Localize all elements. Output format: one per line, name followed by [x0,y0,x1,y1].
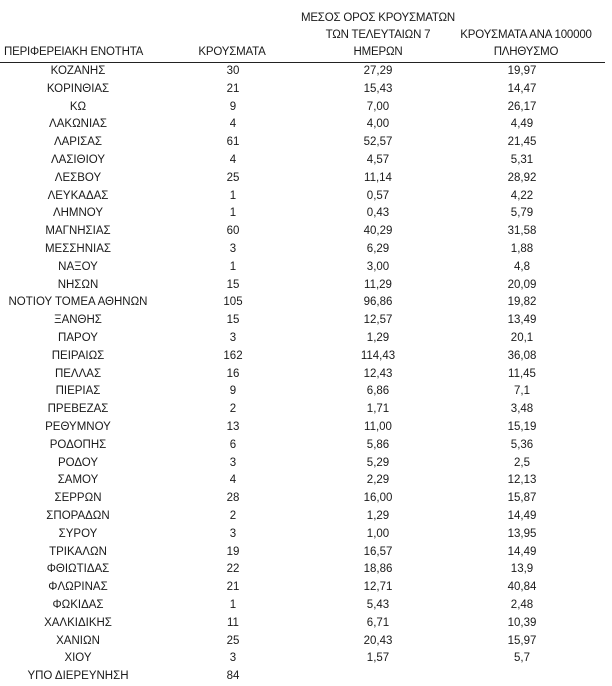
cell-cases-per-100k: 15,87 [507,492,537,505]
cell-cases: 1 [229,207,237,220]
header-per-line2: ΠΛΗΘΥΣΜΟ [493,46,559,58]
cell-cases-per-100k: 28,92 [507,171,537,184]
table-row [0,508,612,526]
cell-7day-average: 114,43 [360,349,396,362]
table-row [0,490,612,508]
cell-cases-per-100k: 2,48 [510,598,534,611]
cell-7day-average: 5,29 [366,456,390,469]
cell-cases: 4 [229,118,237,131]
header-per-line1: ΚΡΟΥΣΜΑΤΑ ΑΝΑ 100000 [460,29,592,41]
cell-region: ΣΑΜΟΥ [57,474,99,487]
cell-cases: 1 [229,260,237,273]
cell-7day-average: 5,86 [366,438,390,451]
cell-region: ΦΩΚΙΔΑΣ [52,598,104,611]
cell-7day-average: 1,29 [366,509,390,522]
cell-7day-average: 12,57 [363,314,393,327]
table-row [0,401,612,419]
header-cases-label: ΚΡΟΥΣΜΑΤΑ [198,46,266,58]
cell-region: ΧΑΝΙΩΝ [56,634,100,647]
cell-cases-per-100k [446,668,588,686]
cell-cases-per-100k: 15,97 [507,634,537,647]
cell-cases-per-100k: 13,9 [510,563,534,576]
cell-region: ΠΕΙΡΑΙΩΣ [51,349,105,362]
header-cases-per-100k [440,27,612,61]
table-row [0,348,612,366]
header-avg-line1: ΜΕΣΟΣ ΟΡΟΣ ΚΡΟΥΣΜΑΤΩΝ [300,12,456,24]
cell-7day-average: 4,57 [366,153,390,166]
cell-cases-per-100k: 14,49 [507,545,537,558]
cell-region: ΝΑΞΟΥ [58,260,98,273]
cell-region: ΡΟΔΟΥ [57,456,99,469]
cell-7day-average: 0,57 [366,189,390,202]
table-row [0,205,612,223]
cell-cases-per-100k: 3,48 [510,403,534,416]
cell-region: ΛΑΡΙΣΑΣ [53,136,103,149]
cell-cases-per-100k: 19,82 [507,296,537,309]
header-avg-line3: ΗΜΕΡΩΝ [353,46,403,58]
cell-cases-per-100k: 36,08 [507,349,537,362]
cell-cases-per-100k: 7,1 [514,385,530,398]
cell-7day-average: 4,00 [366,118,390,131]
table-row [0,366,612,384]
table-row [0,579,612,597]
cell-region: ΜΕΣΣΗΝΙΑΣ [44,242,112,255]
cell-region: ΦΛΩΡΙΝΑΣ [48,581,108,594]
cell-7day-average: 5,43 [366,598,390,611]
cell-cases-per-100k: 14,49 [507,509,537,522]
cell-cases: 2 [229,509,237,522]
cell-7day-average: 1,29 [366,331,390,344]
table-row [0,99,612,117]
cell-7day-average: 6,86 [366,385,390,398]
cell-cases-per-100k: 1,88 [510,242,534,255]
cell-7day-average: 1,57 [366,652,390,665]
table-row [0,633,612,651]
cell-cases: 21 [226,581,240,594]
cell-cases: 19 [226,545,240,558]
cell-region: ΛΗΜΝΟΥ [52,207,104,220]
cell-7day-average: 12,71 [363,581,393,594]
cell-cases: 15 [226,314,240,327]
cell-region: ΣΠΟΡΑΔΩΝ [46,509,110,522]
cell-cases-per-100k: 26,17 [507,100,537,113]
table-row [0,615,612,633]
cell-cases: 6 [229,438,237,451]
cell-cases-per-100k: 5,7 [514,652,530,665]
cell-cases: 13 [226,420,240,433]
cell-cases-per-100k: 4,8 [514,260,530,273]
table-row [0,81,612,99]
cell-cases: 4 [229,474,237,487]
table-body [0,63,612,686]
cell-cases: 60 [226,225,240,238]
cell-cases: 11 [227,616,239,629]
cell-cases: 1 [229,189,237,202]
cell-cases: 3 [229,331,237,344]
cell-region: ΜΑΓΝΗΣΙΑΣ [45,225,111,238]
cell-cases-per-100k: 10,39 [507,616,537,629]
cell-cases-per-100k: 21,45 [507,136,537,149]
cell-cases: 3 [229,527,237,540]
cell-region: ΚΟΡΙΝΘΙΑΣ [46,82,110,95]
cell-7day-average: 1,71 [366,403,390,416]
cell-region: ΞΑΝΘΗΣ [54,314,102,327]
cell-region: ΛΕΥΚΑΔΑΣ [47,189,109,202]
cell-7day-average: 11,29 [364,278,392,291]
cell-region: ΧΙΟΥ [64,652,92,665]
table-row [0,277,612,295]
cell-cases: 25 [226,171,240,184]
table-row [0,312,612,330]
cell-region: ΠΑΡΟΥ [58,331,98,344]
cell-cases: 84 [226,670,240,683]
cell-region: ΦΘΙΩΤΙΔΑΣ [46,563,110,576]
cell-region: ΝΗΣΩΝ [57,278,99,291]
cell-region: ΛΑΚΩΝΙΑΣ [49,118,107,131]
cell-cases-per-100k: 15,19 [507,420,537,433]
table-row [0,455,612,473]
cell-cases: 3 [229,652,237,665]
table-row [0,223,612,241]
cell-cases-per-100k: 5,79 [510,207,534,220]
cell-7day-average: 3,00 [366,260,390,273]
table-row [0,152,612,170]
cell-region: ΠΡΕΒΕΖΑΣ [47,403,109,416]
cell-cases: 28 [226,492,240,505]
cell-region: ΠΙΕΡΙΑΣ [55,385,101,398]
cell-region: ΣΥΡΟΥ [58,527,98,540]
cell-region: ΤΡΙΚΑΛΩΝ [49,545,107,558]
cell-cases: 16 [226,367,240,380]
cell-region: ΠΕΛΛΑΣ [54,367,102,380]
cell-region: ΚΟΖΑΝΗΣ [50,65,106,77]
cell-7day-average: 16,00 [363,492,393,505]
cell-cases-per-100k: 13,49 [507,314,537,327]
cell-cases: 15 [226,278,240,291]
table-row [0,294,612,312]
cell-cases: 22 [226,563,240,576]
table-row [0,116,612,134]
cell-7day-average: 96,86 [363,296,393,309]
table-row [0,472,612,490]
cell-region: ΡΟΔΟΠΗΣ [49,438,107,451]
cell-cases: 30 [226,65,240,77]
cell-7day-average [310,668,446,686]
table-row [0,544,612,562]
cell-7day-average: 15,43 [363,82,393,95]
cell-cases-per-100k: 40,84 [507,581,537,594]
cell-region: ΧΑΛΚΙΔΙΚΗΣ [44,616,112,629]
cell-7day-average: 11,00 [364,420,392,433]
table-row [0,526,612,544]
cell-cases: 25 [226,634,240,647]
cell-cases-per-100k: 12,13 [507,474,537,487]
header-cases [180,44,284,61]
cell-cases: 61 [226,136,240,149]
cell-7day-average: 20,43 [363,634,393,647]
header-region [0,44,184,61]
cell-7day-average: 7,00 [366,100,390,113]
cell-region: ΚΩ [69,100,87,113]
cell-7day-average: 12,43 [363,367,393,380]
cell-7day-average: 6,29 [366,242,390,255]
cell-7day-average: 11,14 [364,171,392,184]
cell-cases: 1 [229,598,237,611]
cell-cases-per-100k: 31,58 [507,225,537,238]
cell-cases-per-100k: 5,31 [510,153,534,166]
cell-7day-average: 52,57 [363,136,393,149]
cell-region: ΡΕΘΥΜΝΟΥ [45,420,111,433]
cell-cases-per-100k: 14,47 [507,82,537,95]
cell-cases: 2 [229,403,237,416]
cell-cases: 162 [223,349,243,362]
cell-cases-per-100k: 13,95 [507,527,537,540]
table-row [0,561,612,579]
table-row [0,419,612,437]
table-row [0,241,612,259]
cell-region: ΥΠΟ ΔΙΕΡΕΥΝΗΣΗ [27,670,129,683]
cell-cases-per-100k: 2,5 [514,456,530,469]
table-row [0,668,612,686]
cell-region: ΣΕΡΡΩΝ [54,492,102,505]
table-row [0,170,612,188]
cell-region: ΛΕΣΒΟΥ [54,171,102,184]
table-row [0,650,612,668]
table-row [0,188,612,206]
cell-7day-average: 18,86 [363,563,393,576]
cell-cases-per-100k: 20,09 [507,278,537,291]
header-avg-line2: ΤΩΝ ΤΕΛΕΥΤΑΙΩΝ 7 [325,29,431,41]
cell-7day-average: 2,29 [366,474,390,487]
cell-cases: 105 [223,296,243,309]
cell-7day-average: 1,00 [366,527,390,540]
table-row [0,259,612,277]
table-row [0,437,612,455]
cell-7day-average: 0,43 [366,207,390,220]
cell-cases-per-100k: 4,22 [510,189,534,202]
cell-cases-per-100k: 11,45 [508,367,536,380]
table-row [0,330,612,348]
cell-region: ΛΑΣΙΘΙΟΥ [50,153,106,166]
table-row [0,63,612,81]
table-row [0,597,612,615]
cell-cases-per-100k: 19,97 [507,65,537,77]
cell-cases-per-100k: 5,36 [510,438,534,451]
cell-cases: 4 [229,153,237,166]
cell-7day-average: 16,57 [363,545,393,558]
cell-cases: 9 [229,100,237,113]
cell-cases: 3 [229,456,237,469]
table-row [0,383,612,401]
cell-cases: 21 [226,82,240,95]
header-region-label: ΠΕΡΙΦΕΡΕΙΑΚΗ ΕΝΟΤΗΤΑ [4,46,144,58]
cell-7day-average: 40,29 [363,225,393,238]
cell-cases-per-100k: 4,49 [510,118,534,131]
cell-cases: 3 [229,242,237,255]
cell-cases-per-100k: 20,1 [510,331,534,344]
cell-cases: 9 [229,385,237,398]
table-row [0,134,612,152]
cell-region: ΝΟΤΙΟΥ ΤΟΜΕΑ ΑΘΗΝΩΝ [8,296,148,309]
cell-7day-average: 27,29 [363,65,393,77]
cell-7day-average: 6,71 [366,616,390,629]
